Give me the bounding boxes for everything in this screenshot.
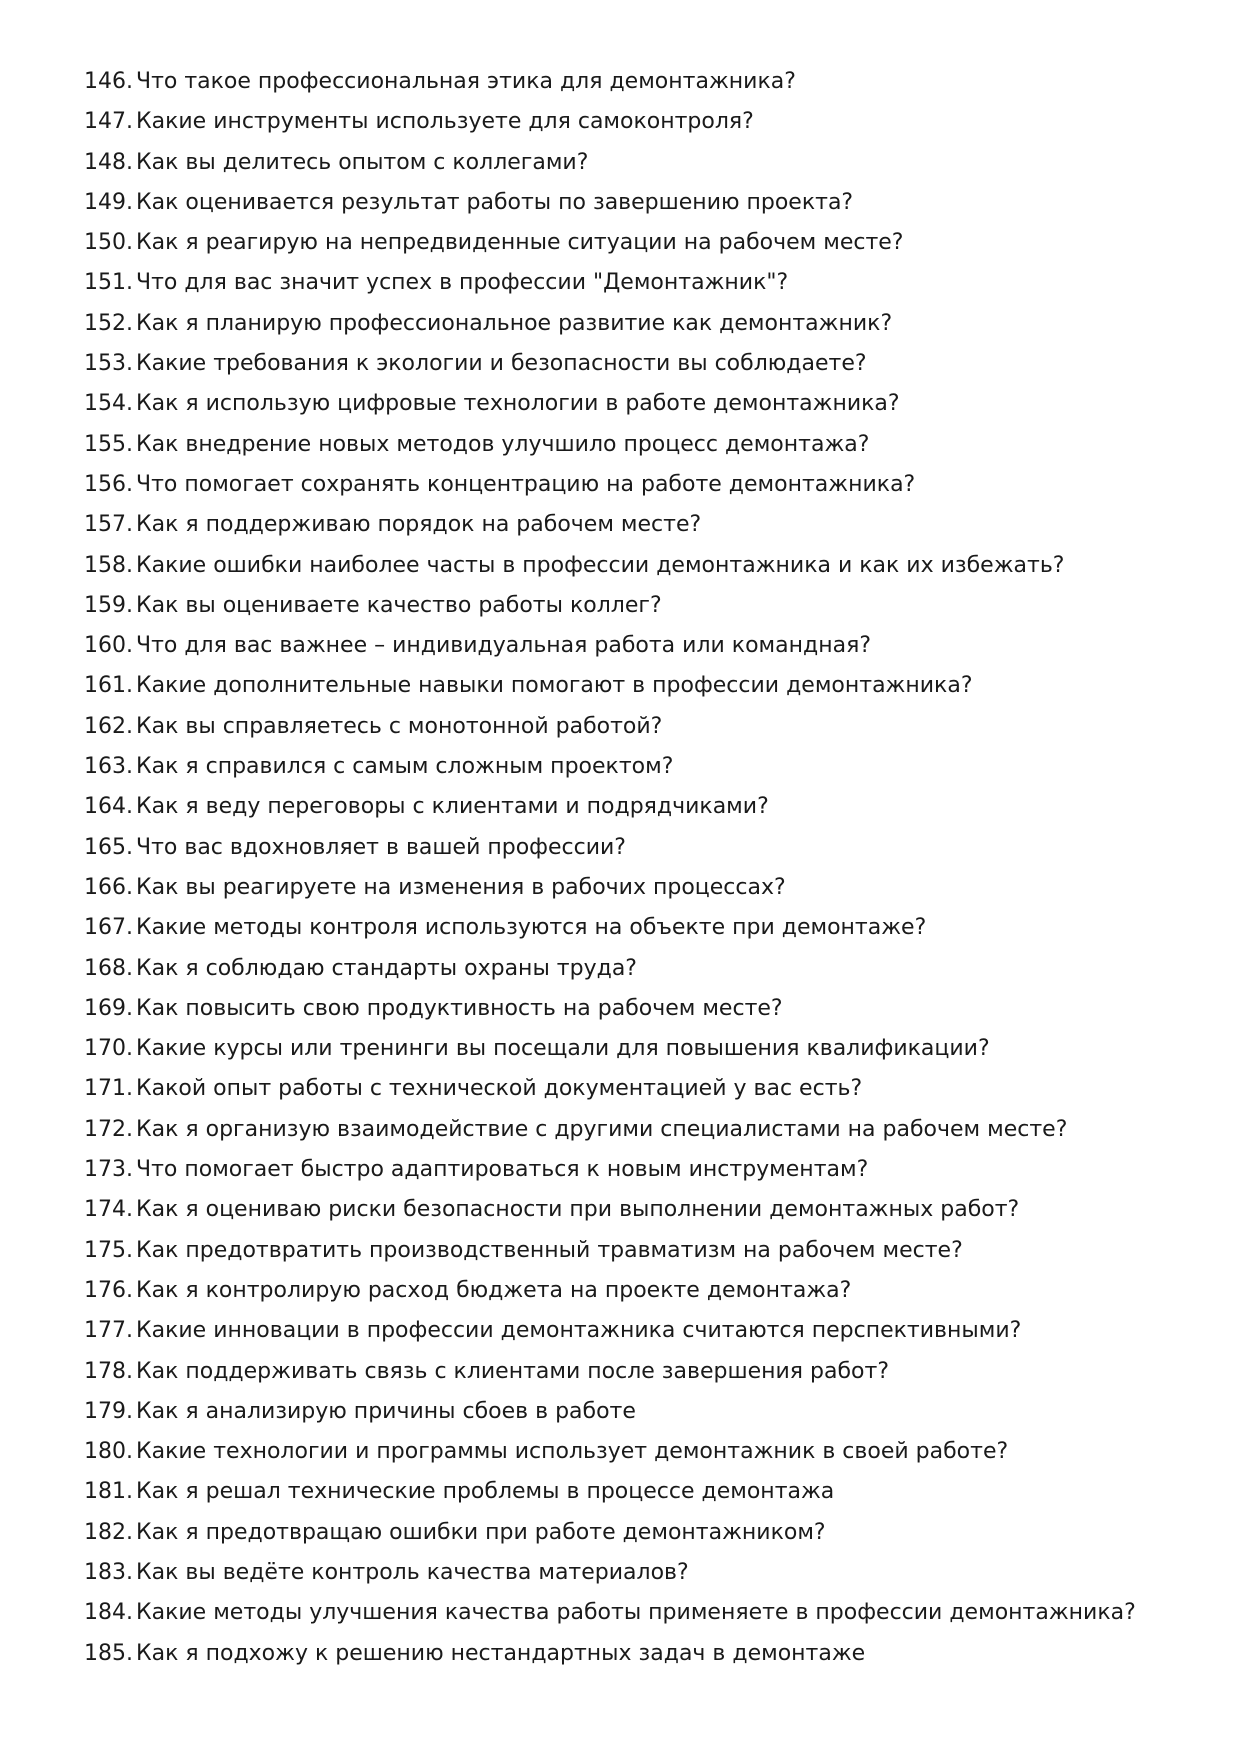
- question-number: 169.: [84, 995, 133, 1021]
- question-item: [84, 1513, 1184, 1553]
- question-text: Как я планирую профессиональное развитие как демонтажник?: [136, 310, 893, 336]
- question-list: [84, 62, 1184, 1674]
- question-number: 165.: [84, 834, 133, 860]
- question-number: 147.: [84, 109, 133, 135]
- question-item: [84, 425, 1184, 465]
- question-text: Как я веду переговоры с клиентами и подрядчиками?: [136, 794, 769, 820]
- question-number: 151.: [84, 270, 133, 296]
- question-item: [84, 223, 1184, 263]
- question-number: 185.: [84, 1640, 133, 1666]
- question-number: 179.: [84, 1398, 133, 1424]
- question-text: Как я решал технические проблемы в процессе демонтажа: [136, 1479, 835, 1505]
- question-item: [84, 586, 1184, 626]
- question-number: 148.: [84, 149, 133, 175]
- question-number: 166.: [84, 874, 133, 900]
- question-text: Какие ошибки наиболее часты в профессии демонтажника и как их избежать?: [136, 552, 1065, 578]
- question-item: [84, 707, 1184, 747]
- question-text: Как я организую взаимодействие с другими специалистами на рабочем месте?: [136, 1116, 1068, 1142]
- question-number: 167.: [84, 915, 133, 941]
- question-text: Какие инструменты используете для самоконтроля?: [136, 109, 754, 135]
- question-item: [84, 183, 1184, 223]
- question-item: [84, 546, 1184, 586]
- question-text: Как я реагирую на непредвиденные ситуации на рабочем месте?: [136, 230, 904, 256]
- question-item: [84, 1190, 1184, 1230]
- question-item: [84, 344, 1184, 384]
- question-item: [84, 1069, 1184, 1109]
- question-number: 146.: [84, 69, 133, 94]
- question-item: [84, 1432, 1184, 1472]
- question-text: Какие методы улучшения качества работы применяете в профессии демонтажника?: [136, 1600, 1136, 1626]
- question-item: [84, 908, 1184, 948]
- question-number: 170.: [84, 1036, 133, 1062]
- question-number: 182.: [84, 1519, 133, 1545]
- question-text: Какой опыт работы с технической документацией у вас есть?: [136, 1076, 863, 1102]
- question-number: 159.: [84, 592, 133, 618]
- question-number: 149.: [84, 189, 133, 215]
- question-text: Как предотвратить производственный травматизм на рабочем месте?: [136, 1237, 963, 1263]
- question-item: [84, 1472, 1184, 1512]
- question-text: Что вас вдохновляет в вашей профессии?: [136, 834, 626, 860]
- question-text: Какие методы контроля используются на объекте при демонтаже?: [136, 915, 927, 941]
- question-item: [84, 1634, 1184, 1674]
- question-number: 168.: [84, 955, 133, 981]
- question-number: 155.: [84, 431, 133, 457]
- question-item: [84, 1311, 1184, 1351]
- question-item: [84, 1271, 1184, 1311]
- question-item: [84, 666, 1184, 706]
- question-text: Какие курсы или тренинги вы посещали для повышения квалификации?: [136, 1036, 990, 1062]
- question-item: [84, 1392, 1184, 1432]
- question-text: Как поддерживать связь с клиентами после завершения работ?: [136, 1358, 889, 1384]
- question-item: [84, 143, 1184, 183]
- question-number: 153.: [84, 351, 133, 377]
- question-item: [84, 304, 1184, 344]
- question-item: [84, 102, 1184, 142]
- question-item: [84, 1029, 1184, 1069]
- question-text: Как я поддерживаю порядок на рабочем месте?: [136, 512, 702, 538]
- question-text: Как вы справляетесь с монотонной работой?: [136, 713, 663, 739]
- question-number: 172.: [84, 1116, 133, 1142]
- question-text: Как я справился с самым сложным проектом?: [136, 754, 674, 780]
- question-text: Какие требования к экологии и безопасности вы соблюдаете?: [136, 351, 867, 377]
- question-number: 154.: [84, 391, 133, 417]
- question-item: [84, 1150, 1184, 1190]
- question-number: 162.: [84, 713, 133, 739]
- question-number: 173.: [84, 1157, 133, 1183]
- question-item: [84, 868, 1184, 908]
- question-text: Что для вас значит успех в профессии "Демонтажник"?: [136, 270, 789, 296]
- question-number: 152.: [84, 310, 133, 336]
- question-text: Как вы оцениваете качество работы коллег?: [136, 592, 662, 618]
- question-item: [84, 465, 1184, 505]
- question-number: 177.: [84, 1318, 133, 1344]
- question-item: [84, 828, 1184, 868]
- question-number: 180.: [84, 1439, 133, 1465]
- question-text: Как я оцениваю риски безопасности при выполнении демонтажных работ?: [136, 1197, 1020, 1223]
- question-text: Как я соблюдаю стандарты охраны труда?: [136, 955, 637, 981]
- question-number: 184.: [84, 1600, 133, 1626]
- question-number: 171.: [84, 1076, 133, 1102]
- question-text: Как я использую цифровые технологии в работе демонтажника?: [136, 391, 900, 417]
- question-text: Как я анализирую причины сбоев в работе: [136, 1398, 636, 1424]
- question-item: [84, 787, 1184, 827]
- question-number: 174.: [84, 1197, 133, 1223]
- question-text: Как вы реагируете на изменения в рабочих процессах?: [136, 874, 786, 900]
- question-item: [84, 384, 1184, 424]
- question-item: [84, 1231, 1184, 1271]
- question-number: 178.: [84, 1358, 133, 1384]
- question-text: Как я предотвращаю ошибки при работе демонтажником?: [136, 1519, 826, 1545]
- question-item: [84, 747, 1184, 787]
- question-number: 163.: [84, 754, 133, 780]
- question-text: Как я подхожу к решению нестандартных задач в демонтаже: [136, 1640, 866, 1666]
- question-item: [84, 1110, 1184, 1150]
- question-text: Как вы делитесь опытом с коллегами?: [136, 149, 589, 175]
- question-number: 164.: [84, 794, 133, 820]
- question-item: [84, 505, 1184, 545]
- question-item: [84, 949, 1184, 989]
- question-number: 160.: [84, 633, 133, 659]
- question-item: [84, 626, 1184, 666]
- question-item: [84, 1553, 1184, 1593]
- question-item: [84, 263, 1184, 303]
- question-text: Что помогает сохранять концентрацию на работе демонтажника?: [136, 471, 916, 497]
- question-number: 183.: [84, 1559, 133, 1585]
- question-number: 176.: [84, 1277, 133, 1303]
- question-text: Как я контролирую расход бюджета на проекте демонтажа?: [136, 1277, 852, 1303]
- question-item: [84, 989, 1184, 1029]
- question-item: [84, 1593, 1184, 1633]
- question-text: Что помогает быстро адаптироваться к новым инструментам?: [136, 1157, 869, 1183]
- question-text: Как вы ведёте контроль качества материалов?: [136, 1559, 689, 1585]
- question-text: Что для вас важнее – индивидуальная работа или командная?: [136, 633, 871, 659]
- question-text: Как внедрение новых методов улучшило процесс демонтажа?: [136, 431, 870, 457]
- question-text: Как оценивается результат работы по завершению проекта?: [136, 189, 854, 215]
- question-number: 161.: [84, 673, 133, 699]
- question-number: 156.: [84, 471, 133, 497]
- question-number: 157.: [84, 512, 133, 538]
- question-item: [84, 1352, 1184, 1392]
- question-text: Что такое профессиональная этика для демонтажника?: [136, 69, 796, 94]
- question-number: 181.: [84, 1479, 133, 1505]
- question-number: 158.: [84, 552, 133, 578]
- question-text: Какие инновации в профессии демонтажника считаются перспективными?: [136, 1318, 1022, 1344]
- question-text: Какие технологии и программы использует демонтажник в своей работе?: [136, 1439, 1009, 1465]
- question-number: 175.: [84, 1237, 133, 1263]
- question-text: Как повысить свою продуктивность на рабочем месте?: [136, 995, 783, 1021]
- question-text: Какие дополнительные навыки помогают в профессии демонтажника?: [136, 673, 973, 699]
- question-number: 150.: [84, 230, 133, 256]
- question-item: [84, 62, 1184, 102]
